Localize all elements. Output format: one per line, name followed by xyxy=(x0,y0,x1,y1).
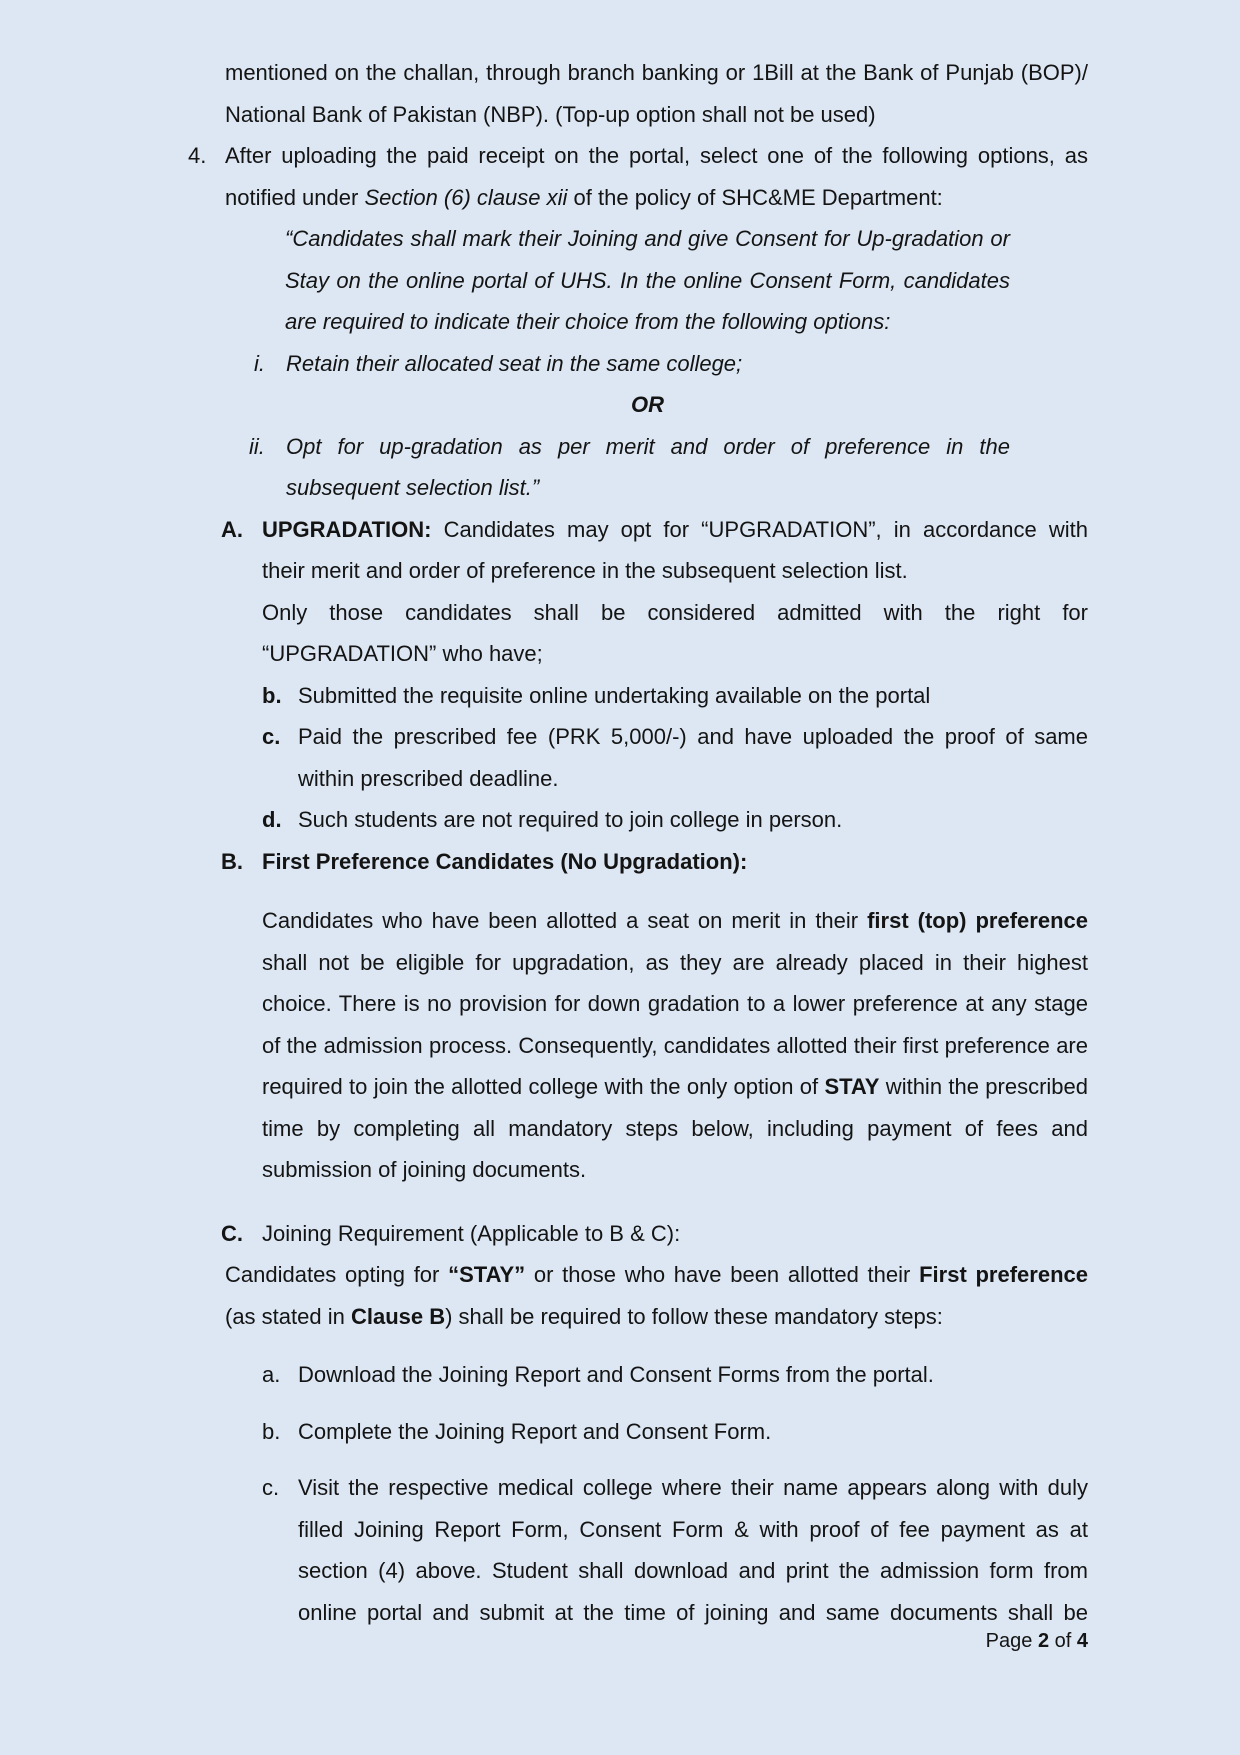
page-footer-of: of xyxy=(1054,1630,1072,1652)
item-4-clause-reference: Section (6) clause xii xyxy=(364,184,568,210)
sub-item-c-text: Paid the prescribed fee (PRK 5,000/-) and have uploaded the proof of same within prescribed deadline. xyxy=(298,724,1088,791)
option-i-text: Retain their allocated seat in the same college; xyxy=(286,350,743,376)
section-b-run1: Candidates who have been allotted a seat on merit in their xyxy=(262,908,868,933)
section-c-run1: Candidates opting for xyxy=(225,1262,449,1287)
item-4-run1: After uploading the paid receipt on the portal, select one of the following options, as notified under xyxy=(225,143,1088,210)
sub-item-d-text: Such students are not required to join college in person. xyxy=(298,807,843,832)
paragraph-continuation: mentioned on the challan, through branch banking or 1Bill at the Bank of Punjab (BOP)/ National Bank of Pakistan (NBP). (Top-up option shall not be used) xyxy=(225,60,1088,127)
section-a-marker: A. xyxy=(221,516,243,542)
sub-item-d xyxy=(262,799,1088,841)
section-a xyxy=(221,509,1088,841)
document-body xyxy=(188,52,1088,1633)
page-footer xyxy=(986,1628,1088,1654)
page-number-total: 4 xyxy=(1076,1630,1088,1652)
section-a-intro-rest: Candidates may opt for “UPGRADATION”, in accordance with their merit and order of preference in the subsequent selection list. xyxy=(262,516,1088,583)
section-b-first-preference-bold: first (top) preference xyxy=(867,908,1088,933)
section-b-paragraph xyxy=(262,900,1088,1191)
sub-item-b xyxy=(262,675,1088,717)
section-b-title: First Preference Candidates (No Upgradation): xyxy=(262,848,748,874)
section-a-heading-inline: UPGRADATION: xyxy=(262,516,432,542)
sub-item-c xyxy=(262,716,1088,799)
step-b-text: Complete the Joining Report and Consent Form. xyxy=(298,1418,772,1444)
section-c-paragraph xyxy=(225,1254,1088,1337)
section-c-heading xyxy=(221,1213,1088,1255)
step-a-text: Download the Joining Report and Consent Forms from the portal. xyxy=(298,1362,934,1387)
section-c-run3: or those who have been allotted their xyxy=(525,1262,920,1287)
step-a-marker: a. xyxy=(262,1362,281,1387)
step-c-marker: c. xyxy=(262,1475,280,1500)
section-b-stay-bold: STAY xyxy=(824,1074,880,1099)
step-a xyxy=(262,1354,1088,1396)
option-ii xyxy=(249,426,1010,509)
option-ii-marker: ii. xyxy=(249,433,265,459)
item-4-run3: of the policy of SHC&ME Department: xyxy=(567,184,943,210)
option-i-marker: i. xyxy=(254,350,265,376)
sub-item-c-marker: c. xyxy=(262,724,281,749)
section-b-run3: shall not be eligible for upgradation, as they are already placed in their highest choice. There is no provision for down gradation to a lower preference at any stage of the admission process. Consequently, candidates allotted their first preference are required to join the allotted college with the only option of xyxy=(262,949,1088,1099)
section-c-run7: ) shall be required to follow these mandatory steps: xyxy=(445,1303,943,1329)
page-footer-prefix: Page xyxy=(985,1630,1033,1652)
section-b-marker: B. xyxy=(221,848,243,874)
section-c-clause-b-bold: Clause B xyxy=(350,1303,446,1329)
step-c xyxy=(262,1467,1088,1633)
item-4 xyxy=(188,135,1088,218)
section-c-first-preference-bold: First preference xyxy=(919,1262,1088,1287)
step-b xyxy=(262,1411,1088,1453)
item-4-marker: 4. xyxy=(188,143,207,168)
step-c-text: Visit the respective medical college where their name appears along with duly filled Joining Report Form, Consent Form & with proof of fee payment as at section (4) above. Student shall download and print the admission form from online portal and submit at the time of joining and same documents shall be xyxy=(298,1475,1088,1625)
section-b-run5: within the prescribed time by completing all mandatory steps below, including payment of fees and submission of joining documents. xyxy=(262,1074,1088,1182)
option-i xyxy=(254,343,1088,385)
section-c-title: Joining Requirement (Applicable to B & C): xyxy=(262,1220,681,1246)
section-c-marker: C. xyxy=(221,1220,243,1246)
policy-quote: “Candidates shall mark their Joining and give Consent for Up-gradation or Stay on the online portal of UHS. In the online Consent Form, candidates are required to indicate their choice from the following options: xyxy=(285,226,1010,334)
section-b-heading xyxy=(221,841,1088,883)
section-a-intro xyxy=(262,509,1088,592)
joining-steps xyxy=(262,1354,1088,1633)
step-b-marker: b. xyxy=(262,1418,281,1444)
or-separator: OR xyxy=(631,392,664,417)
sub-item-b-text: Submitted the requisite online undertaking available on the portal xyxy=(298,682,931,708)
section-a-para2: Only those candidates shall be considered admitted with the right for “UPGRADATION” who have; xyxy=(262,599,1088,666)
option-ii-text: Opt for up-gradation as per merit and order of preference in the subsequent selection list.” xyxy=(286,433,1010,500)
sub-item-d-marker: d. xyxy=(262,807,282,832)
sub-item-b-marker: b. xyxy=(262,682,282,708)
item-4-text xyxy=(225,135,1088,218)
section-c-stay-bold: “STAY” xyxy=(448,1262,526,1287)
page-number-current: 2 xyxy=(1037,1630,1050,1652)
section-c-run5: (as stated in xyxy=(225,1303,351,1329)
